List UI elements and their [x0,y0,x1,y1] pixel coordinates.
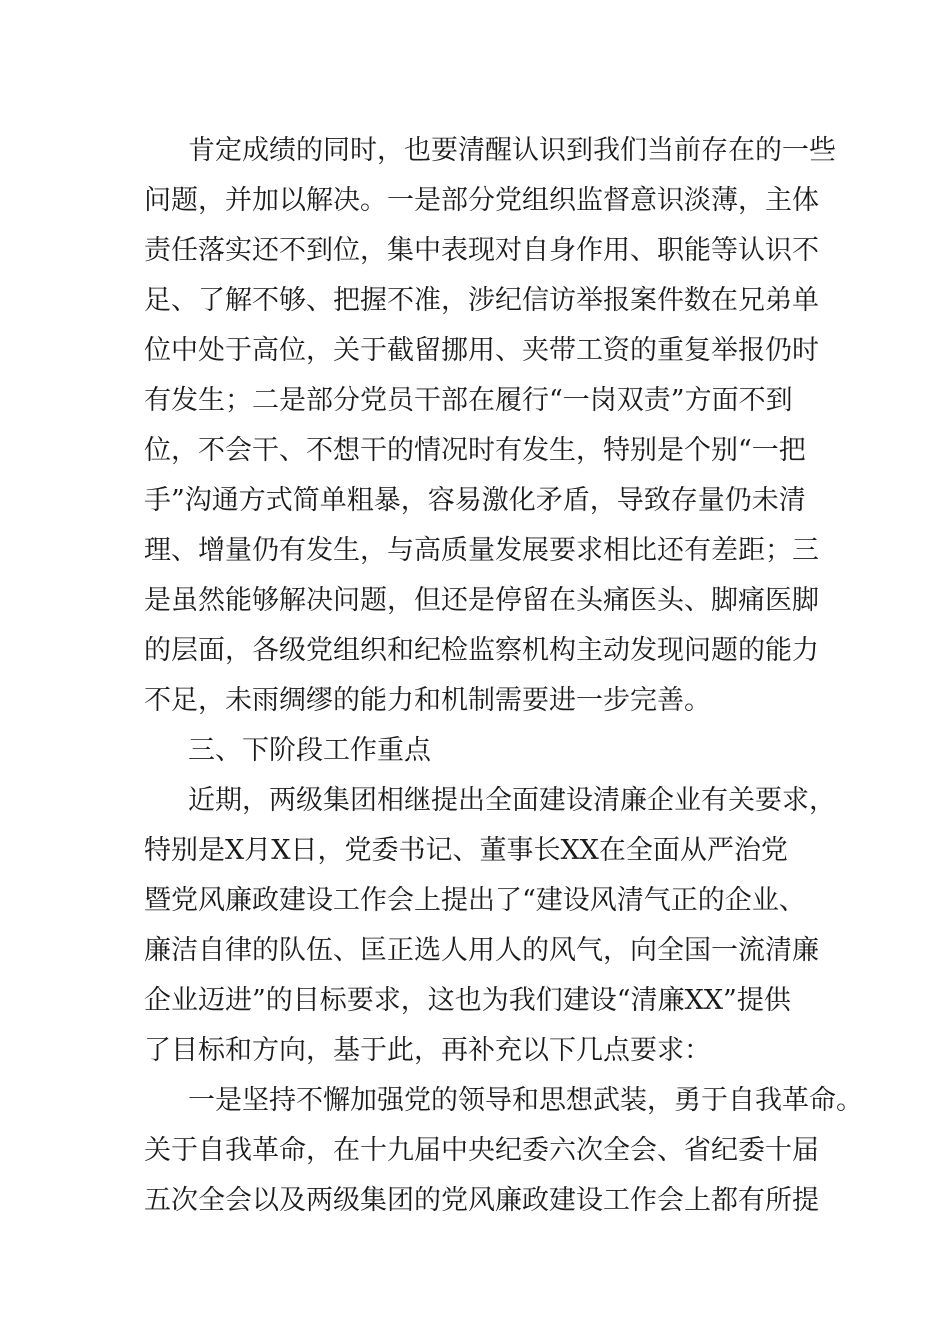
paragraph-line: 肯定成绩的同时，也要清醒认识到我们当前存在的一些 [188,135,836,166]
paragraph-line: 理、增量仍有发生，与高质量发展要求相比还有差距；三 [144,535,819,566]
paragraph-line: 了目标和方向，基于此，再补充以下几点要求： [144,1035,711,1066]
paragraph-line: 暨党风廉政建设工作会上提出了“建设风清气正的企业、 [144,885,806,916]
paragraph-line: 一是坚持不懈加强党的领导和思想武装，勇于自我革命。 [188,1085,863,1116]
paragraph-line: 有发生；二是部分党员干部在履行“一岗双责”方面不到 [144,385,793,416]
paragraph-line: 不足，未雨绸缪的能力和机制需要进一步完善。 [144,685,711,716]
paragraph-1 [144,126,836,726]
paragraph-2 [144,776,836,1076]
paragraph-line: 足、了解不够、把握不准，涉纪信访举报案件数在兄弟单 [144,285,819,316]
paragraph-line: 位中处于高位，关于截留挪用、夹带工资的重复举报仍时 [144,335,819,366]
paragraph-line: 手”沟通方式简单粗暴，容易激化矛盾，导致存量仍未清 [144,485,806,516]
paragraph-line: 问题，并加以解决。一是部分党组织监督意识淡薄，主体 [144,185,819,216]
paragraph-line: 责任落实还不到位，集中表现对自身作用、职能等认识不 [144,235,819,266]
paragraph-line: 位，不会干、不想干的情况时有发生，特别是个别“一把 [144,435,806,466]
paragraph-line: 是虽然能够解决问题，但还是停留在头痛医头、脚痛医脚 [144,585,819,616]
document-body [144,126,863,1226]
paragraph-line: 近期，两级集团相继提出全面建设清廉企业有关要求， [188,785,836,816]
paragraph-line: 廉洁自律的队伍、匡正选人用人的风气，向全国一流清廉 [144,935,819,966]
paragraph-line: 企业迈进”的目标要求，这也为我们建设“清廉XX”提供 [144,985,791,1016]
paragraph-line: 特别是X月X日，党委书记、董事长XX在全面从严治党 [144,835,788,866]
paragraph-line: 的层面，各级党组织和纪检监察机构主动发现问题的能力 [144,635,819,666]
paragraph-line: 关于自我革命，在十九届中央纪委六次全会、省纪委十届 [144,1135,819,1166]
paragraph-3 [144,1076,863,1226]
section-heading: 三、下阶段工作重点 [188,735,431,766]
paragraph-line: 五次全会以及两级集团的党风廉政建设工作会上都有所提 [144,1185,819,1216]
